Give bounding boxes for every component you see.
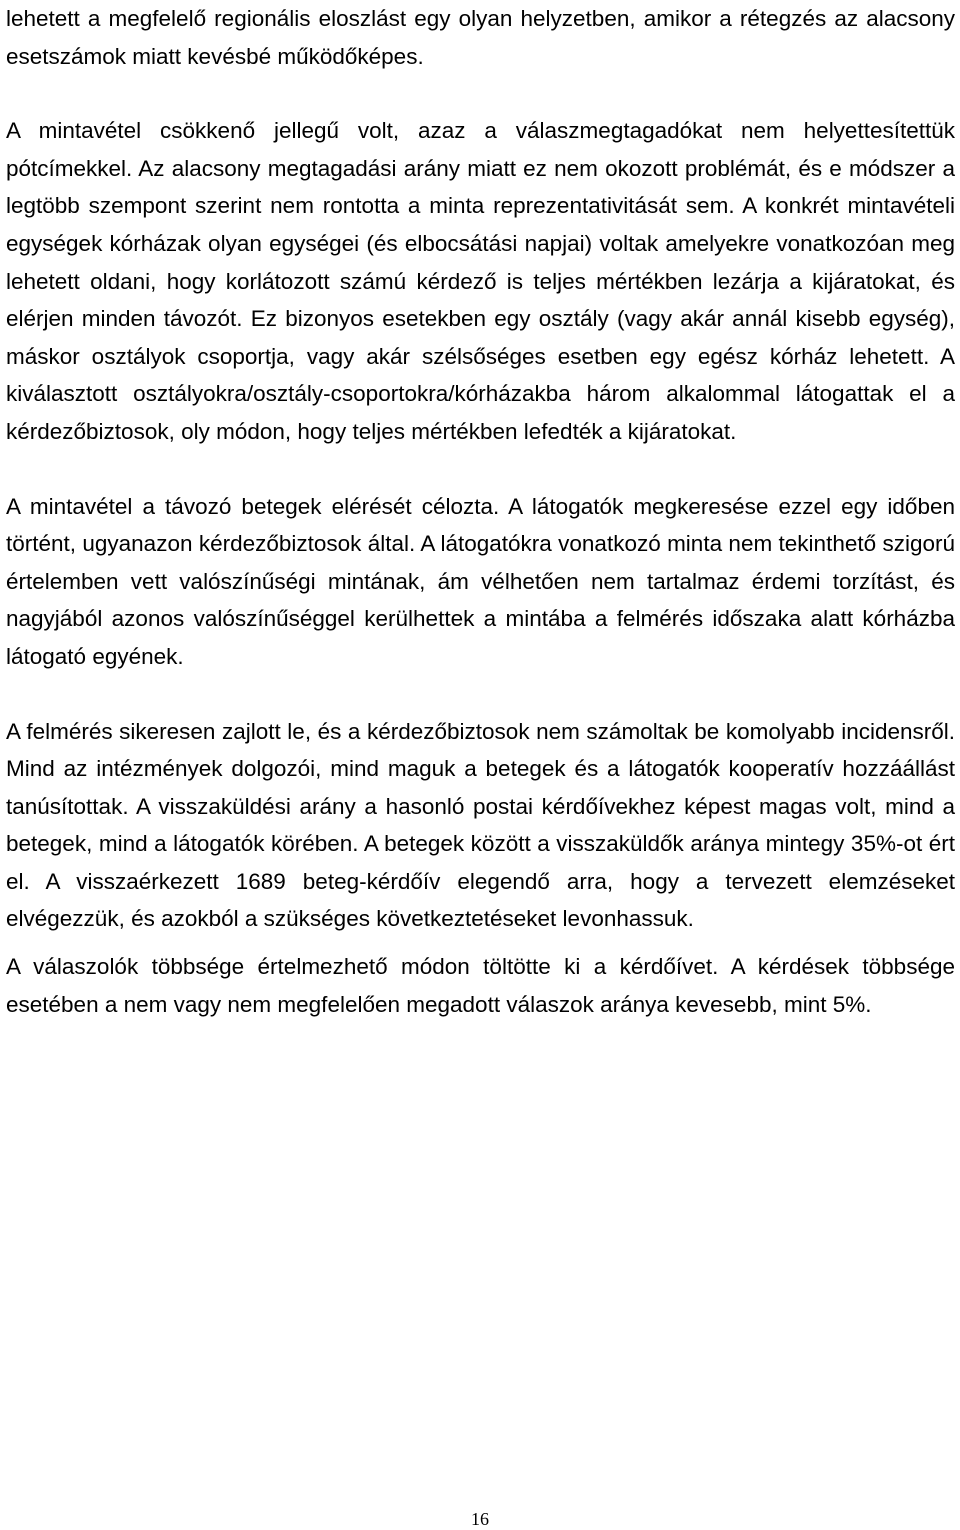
paragraph-survey-success: A felmérés sikeresen zajlott le, és a kérdezőbiztosok nem számoltak be komolyabb incidensről. Mind az intézmények dolgozói, mind maguk a betegek és a látogatók kooperatív hozzáállást tanúsítottak. A visszaküldési arány a hasonló postai kérdőívekhez képest magas volt, mind a betegek, mind a látogatók körében. A betegek között a visszaküldők aránya mintegy 35%-ot ért el. A visszaérkezett 1689 beteg-kérdőív elegendő arra, hogy a tervezett elemzéseket elvégezzük, és azokból a szükséges következtetéseket levonhassuk. [6,718,955,932]
paragraph-regional-distribution: lehetett a megfelelő regionális eloszlást egy olyan helyzetben, amikor a rétegzés az alacsony esetszámok miatt kevésbé működőképes. [6,6,955,69]
document-body [6,0,955,1023]
paragraph-visitors-sampling: A mintavétel a távozó betegek elérését célozta. A látogatók megkeresése ezzel egy időben történt, ugyanazon kérdezőbiztosok által. A látogatókra vonatkozó minta nem tekinthető szigorú értelemben vett valószínűségi mintának, ám vélhetően nem tartalmaz érdemi torzítást, és nagyjából azonos valószínűséggel kerülhettek a mintába a felmérés időszaka alatt kórházba látogató egyének. [6,493,955,669]
paragraph-response-quality: A válaszolók többsége értelmezhető módon töltötte ki a kérdőívet. A kérdések többsége esetében a nem vagy nem megfelelően megadott válaszok aránya kevesebb, mint 5%. [6,954,955,1017]
paragraph-sampling-method: A mintavétel csökkenő jellegű volt, azaz a válaszmegtagadókat nem helyettesítettük pótcímekkel. Az alacsony megtagadási arány miatt ez nem okozott problémát, és e módszer a legtöbb szempont szerint nem rontotta a minta reprezentativitását sem. A konkrét mintavételi egységek kórházak olyan egységei (és elbocsátási napjai) voltak amelyekre vonatkozóan meg lehetett oldani, hogy korlátozott számú kérdező is teljes mértékben lezárja a kijáratokat, és elérjen minden távozót. Ez bizonyos esetekben egy osztály (vagy akár annál kisebb egység), máskor osztályok csoportja, vagy akár szélsőséges esetben egy egész kórház lehetett. A kiválasztott osztályokra/osztály-csoportokra/kórházakba három alkalommal látogattak el a kérdezőbiztosok, oly módon, hogy teljes mértékben lefedték a kijáratokat. [6,118,955,444]
page-number: 16 [471,1509,489,1529]
